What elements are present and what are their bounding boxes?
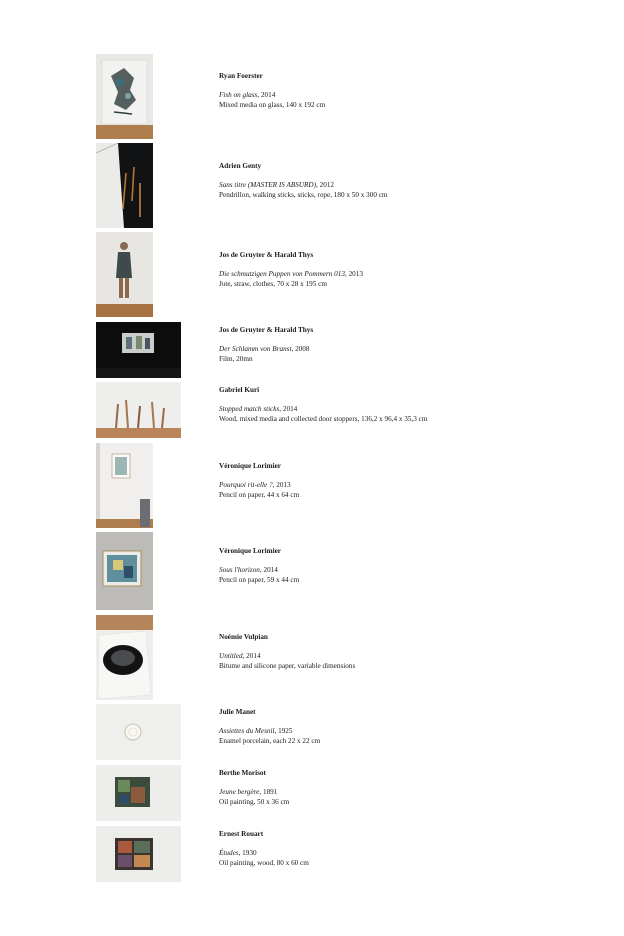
artist-name: Ryan Foerster xyxy=(219,72,263,80)
artist-name: Véronique Lorimier xyxy=(219,547,281,555)
work-title: Stopped match sticks xyxy=(219,405,280,414)
artist-name: Berthe Morisot xyxy=(219,769,266,777)
work-title: Jeune bergère xyxy=(219,788,260,797)
artwork-photo xyxy=(96,143,153,228)
caption xyxy=(219,462,299,500)
artist-name: Ernest Rouart xyxy=(219,830,264,838)
work-title: Pourquoi rit-elle ? xyxy=(219,481,273,490)
work-year: , 2014 xyxy=(259,566,278,575)
work-year: , 2013 xyxy=(272,481,291,490)
work-year: , 2008 xyxy=(291,345,310,354)
caption xyxy=(219,72,325,110)
caption xyxy=(219,162,388,200)
work-year: , 2014 xyxy=(279,405,298,414)
work-year: , 2014 xyxy=(257,91,276,100)
work-year: , 2012 xyxy=(316,181,334,190)
artist-name: Julie Manet xyxy=(219,708,256,716)
artist-name: Jos de Gruyter & Harald Thys xyxy=(219,251,314,259)
caption xyxy=(219,830,309,868)
work-medium: Oil painting, wood, 80 x 60 cm xyxy=(219,858,309,867)
artwork-photo xyxy=(96,232,153,317)
work-title: Assiettes du Mesnil xyxy=(219,727,275,736)
work-medium: Pendrillon, walking sticks, sticks, rope, 180 x 50 x 300 cm xyxy=(219,190,388,199)
work-year: , 2013 xyxy=(344,270,363,279)
artist-name: Noémie Vulpian xyxy=(219,633,268,641)
work-year: , 2014 xyxy=(242,652,261,661)
work-title: Die schmutzigen Puppen von Pommern 013 xyxy=(219,270,345,279)
caption xyxy=(219,769,289,807)
caption xyxy=(219,708,320,746)
work-medium: Enamel porcelain, each 22 x 22 cm xyxy=(219,736,321,745)
artwork-photo xyxy=(96,765,181,821)
artist-name: Gabriel Kuri xyxy=(219,386,260,394)
caption xyxy=(219,386,427,424)
work-medium: Pencil on paper, 59 x 44 cm xyxy=(219,575,300,584)
artwork-photo xyxy=(96,54,153,139)
artwork-photo xyxy=(96,532,153,610)
caption xyxy=(219,633,355,671)
work-title: Untitled xyxy=(219,652,243,661)
caption xyxy=(219,326,313,364)
work-year: , 1925 xyxy=(274,727,293,736)
work-medium: Pencil on paper, 44 x 64 cm xyxy=(219,490,300,499)
artwork-photo xyxy=(96,443,153,528)
work-medium: Mixed media on glass, 140 x 192 cm xyxy=(219,100,326,109)
work-medium: Wood, mixed media and collected door stoppers, 136,2 x 96,4 x 35,3 cm xyxy=(219,414,428,423)
caption xyxy=(219,251,363,289)
work-medium: Jute, straw, clothes, 70 x 28 x 195 cm xyxy=(219,279,327,288)
artist-name: Adrien Genty xyxy=(219,162,262,170)
work-medium: Film, 20mn xyxy=(219,354,253,363)
work-title: Der Schlamm von Branst xyxy=(219,345,292,354)
work-medium: Oil painting, 50 x 36 cm xyxy=(219,797,290,806)
artwork-photo xyxy=(96,382,181,438)
work-medium: Bitume and silicone paper, variable dimensions xyxy=(219,661,356,670)
work-title: Fish on glass xyxy=(219,91,258,100)
artwork-photo xyxy=(96,704,181,760)
work-title: Études xyxy=(219,849,239,858)
artist-name: Jos de Gruyter & Harald Thys xyxy=(219,326,314,334)
work-title: Sous l'horizon xyxy=(219,566,260,575)
artwork-photo xyxy=(96,322,181,378)
artwork-photo xyxy=(96,826,181,882)
artwork-photo xyxy=(96,615,153,700)
artist-name: Véronique Lorimier xyxy=(219,462,281,470)
work-year: , 1930 xyxy=(238,849,257,858)
work-year: , 1891 xyxy=(259,788,278,797)
work-title: Sans titre (MASTER IS ABSURD) xyxy=(219,181,317,190)
caption xyxy=(219,547,299,585)
